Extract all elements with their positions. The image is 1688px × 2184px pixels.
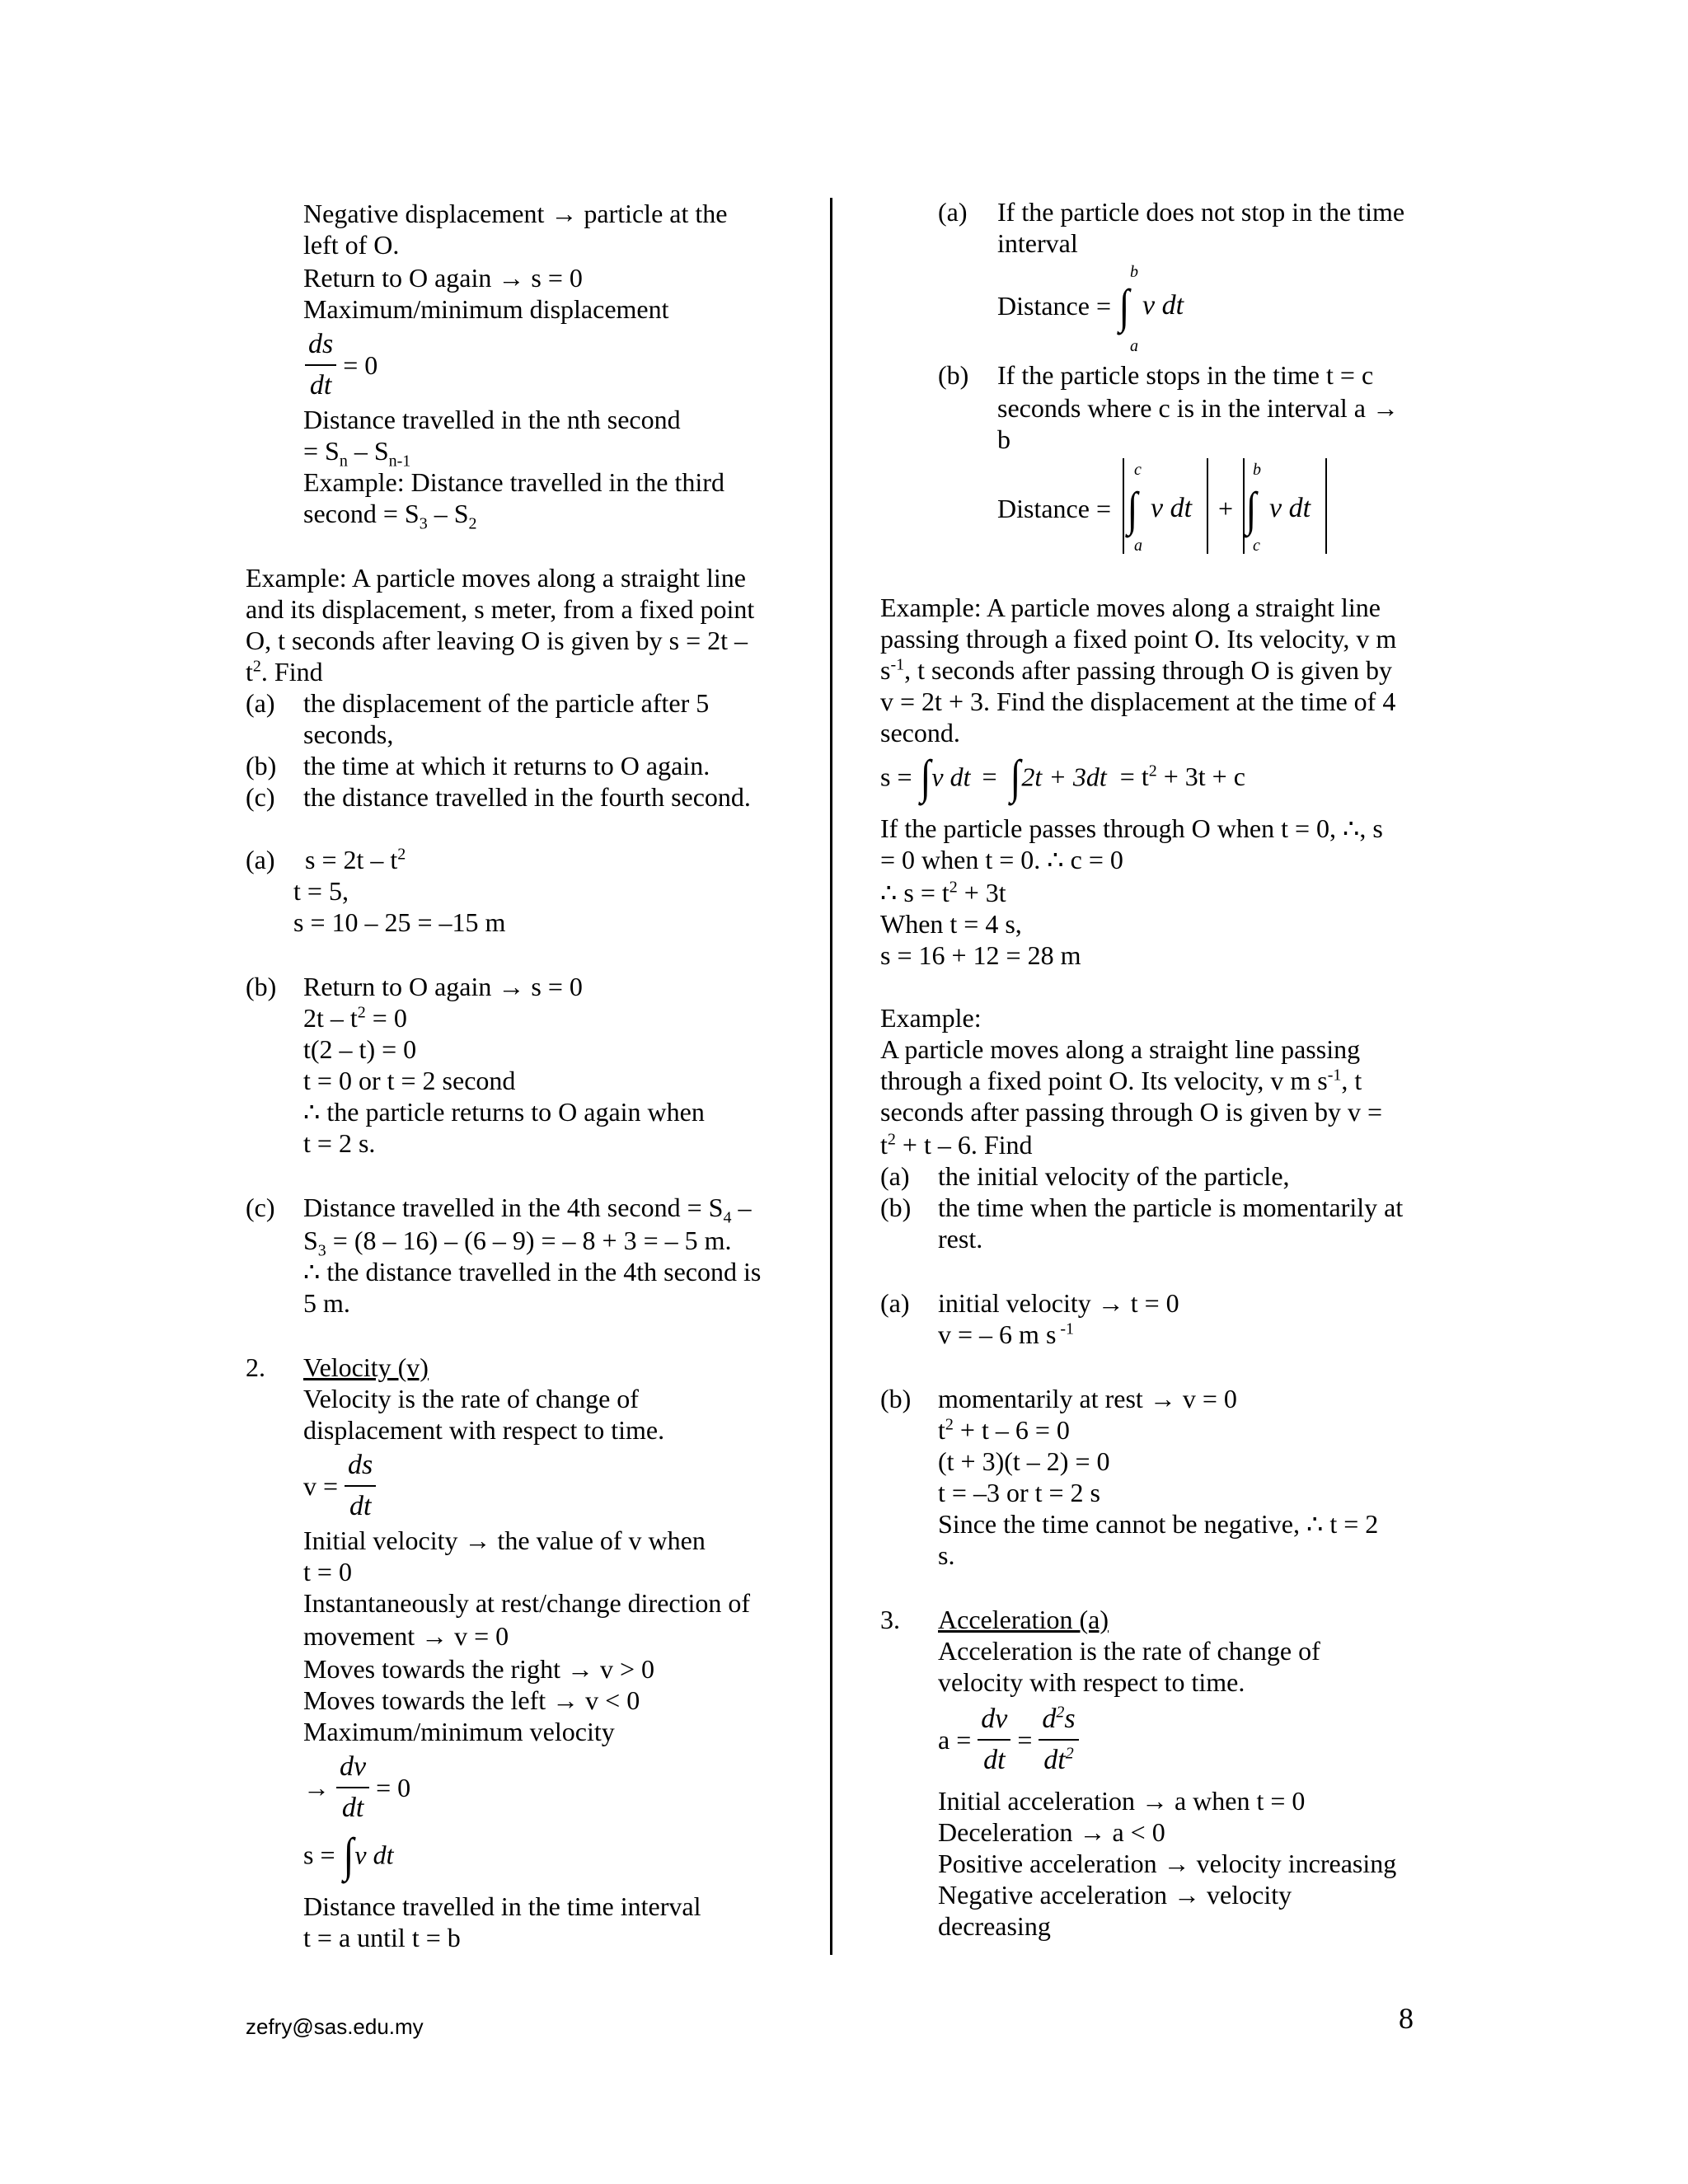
list-item: rest. <box>938 1224 983 1254</box>
section-number: 2. <box>246 1352 265 1382</box>
list-label: (b) <box>246 972 277 1001</box>
text-line: Example: <box>880 1003 982 1033</box>
text-line: t = 0 or t = 2 second <box>303 1066 516 1095</box>
text-line: (t + 3)(t – 2) = 0 <box>938 1446 1110 1476</box>
v-equals-ds-dt: v = $\frac{ds}{dt}$ <box>303 1449 376 1523</box>
text-line: Deceleration → a < 0 <box>938 1817 1165 1847</box>
text-line: Example: Distance travelled in the third <box>303 467 724 497</box>
text-line: seconds where c is in the interval a → <box>997 393 1399 423</box>
text-line: through a fixed point O. Its velocity, v m $s^{-1}$, t <box>880 1066 1362 1095</box>
text-line: t(2 – t) = 0 <box>303 1034 417 1064</box>
text-line: Acceleration is the rate of change of <box>938 1636 1320 1666</box>
text-line: Example: A particle moves along a straight line <box>246 563 746 593</box>
list-label: (a) <box>880 1161 910 1191</box>
text-line: Positive acceleration → velocity increasing <box>938 1849 1397 1878</box>
text-line: Return to O again → s = 0 <box>303 263 583 293</box>
text-line: 5 m. <box>303 1288 350 1318</box>
text-line: t = 0 <box>303 1557 352 1586</box>
text-line: b <box>997 424 1010 454</box>
text-line: Distance travelled in the nth second <box>303 405 681 434</box>
list-label: (a) <box>938 197 968 227</box>
text-line: v = 2t + 3. Find the displacement at the time of 4 <box>880 687 1396 716</box>
list-item: the displacement of the particle after 5 <box>303 688 710 718</box>
text-line: second = $S_3 - S_2$ <box>303 499 477 533</box>
text-line: A particle moves along a straight line passing <box>880 1034 1361 1064</box>
list-label: (b) <box>880 1384 912 1413</box>
text-line: Example: A particle moves along a straight line <box>880 593 1381 622</box>
text-line: If the particle passes through O when t = 0, ∴, s <box>880 813 1383 843</box>
list-label: (a) <box>246 845 275 874</box>
text-line: $2t - t^2 = 0$ <box>303 1003 407 1033</box>
text-line: Initial velocity → the value of v when <box>303 1526 706 1555</box>
text-line: Distance travelled in the 4th second = $S_4$ – <box>303 1193 752 1227</box>
distance-integral-a: Distance = b ∫ v dt a <box>997 263 1184 355</box>
list-item: the time when the particle is momentarily at <box>938 1193 1404 1222</box>
text-line: Distance travelled in the time interval <box>303 1891 701 1921</box>
text-line: left of O. <box>303 230 400 260</box>
list-label: (b) <box>880 1193 912 1222</box>
text-line: Return to O again → s = 0 <box>303 972 583 1001</box>
s-integral: s = ∫v dt <box>303 1827 394 1882</box>
text-line: Maximum/minimum velocity <box>303 1717 615 1746</box>
text-line: $s^{-1}$, t seconds after passing through O is given by <box>880 655 1393 685</box>
text-line: $S_3 = (8 - 16) - (6 - 9)$ = – 8 + 3 = – 5 m. <box>303 1226 732 1260</box>
section-number: 3. <box>880 1605 900 1634</box>
text-line: second. <box>880 718 960 748</box>
distance-integral-b: Distance = c ∫ v dt a + b ∫ v dt c <box>997 458 1327 557</box>
page-number: 8 <box>1399 2002 1414 2035</box>
text-line: displacement with respect to time. <box>303 1415 665 1445</box>
column-divider <box>830 198 832 1955</box>
text-line: $s = 2t - t^2$ <box>305 845 406 874</box>
text-line: movement → v = 0 <box>303 1621 509 1651</box>
text-line: = 0 when t = 0. ∴ c = 0 <box>880 845 1123 874</box>
list-item: the distance travelled in the fourth second. <box>303 782 751 812</box>
s-integral-equation: s = ∫v dt = $\int 2t + 3dt = t^2 + 3t + c$ <box>880 749 1245 804</box>
ds-dt-fraction: $\frac{ds}{dt}$ = 0 <box>305 328 377 402</box>
text-line: ∴ the distance travelled in the 4th second is <box>303 1257 762 1286</box>
text-line: Negative displacement → particle at the <box>303 199 728 228</box>
text-line: $t^2 + t - 6$. Find <box>880 1130 1033 1160</box>
text-line: Instantaneously at rest/change direction of <box>303 1588 751 1618</box>
list-label: (a) <box>246 688 275 718</box>
list-item: the initial velocity of the particle, <box>938 1161 1290 1191</box>
text-line: = $S_n - S_{n-1}$ <box>303 436 411 471</box>
text-line: t = a until t = b <box>303 1923 461 1952</box>
text-line: s = 10 – 25 = –15 m <box>293 907 506 937</box>
text-line: decreasing <box>938 1911 1051 1941</box>
text-line: velocity with respect to time. <box>938 1667 1245 1697</box>
text-line: seconds after passing through O is given by v = <box>880 1097 1383 1127</box>
text-line: interval <box>997 228 1078 258</box>
text-line: Since the time cannot be negative, ∴ t = 2 <box>938 1509 1379 1539</box>
dv-dt-fraction: → $\frac{dv}{dt}$ = 0 <box>303 1751 411 1823</box>
text-line: Velocity is the rate of change of <box>303 1384 639 1413</box>
text-line: ∴ the particle returns to O again when <box>303 1097 705 1127</box>
text-line: v = – 6 m s $^{-1}$ <box>938 1319 1075 1349</box>
list-label: (c) <box>246 1193 275 1222</box>
text-line: If the particle does not stop in the time <box>997 197 1405 227</box>
text-line: momentarily at rest → v = 0 <box>938 1384 1237 1413</box>
text-line: and its displacement, s meter, from a fixed point <box>246 594 755 624</box>
text-line: Maximum/minimum displacement <box>303 294 669 324</box>
section-title: Velocity (v) <box>303 1352 429 1382</box>
text-line: passing through a fixed point O. Its velocity, v m <box>880 624 1397 654</box>
list-label: (b) <box>938 360 969 390</box>
text-line: If the particle stops in the time t = c <box>997 360 1374 390</box>
list-label: (b) <box>246 751 277 780</box>
text-line: $t^2 + t - 6 = 0$ <box>938 1415 1070 1445</box>
text-line: s. <box>938 1540 955 1570</box>
text-line: Negative acceleration → velocity <box>938 1880 1292 1910</box>
text-line: Moves towards the left → v < 0 <box>303 1685 640 1715</box>
list-item: seconds, <box>303 719 394 749</box>
text-line: Initial acceleration → a when t = 0 <box>938 1786 1306 1816</box>
text-line: O, t seconds after leaving O is given by s = 2t – <box>246 626 748 655</box>
footer-email: zefry@sas.edu.my <box>246 2014 424 2039</box>
list-label: (a) <box>880 1288 910 1318</box>
list-item: the time at which it returns to O again. <box>303 751 710 780</box>
text-line: t = –3 or t = 2 s <box>938 1478 1100 1507</box>
acceleration-equation: a = $\frac{dv}{dt}$ = $\frac{d^2s}{dt^2}$ <box>938 1703 1079 1777</box>
section-title: Acceleration (a) <box>938 1605 1109 1634</box>
text-line: ∴ $s = t^2 + 3t$ <box>880 878 1006 907</box>
text-line: $t^2$. Find <box>246 657 323 687</box>
text-line: When t = 4 s, <box>880 909 1022 939</box>
text-line: s = 16 + 12 = 28 m <box>880 940 1081 970</box>
list-label: (c) <box>246 782 275 812</box>
text-line: initial velocity → t = 0 <box>938 1288 1179 1318</box>
text-line: t = 5, <box>293 876 349 906</box>
text-line: Moves towards the right → v > 0 <box>303 1654 654 1684</box>
text-line: t = 2 s. <box>303 1128 376 1158</box>
